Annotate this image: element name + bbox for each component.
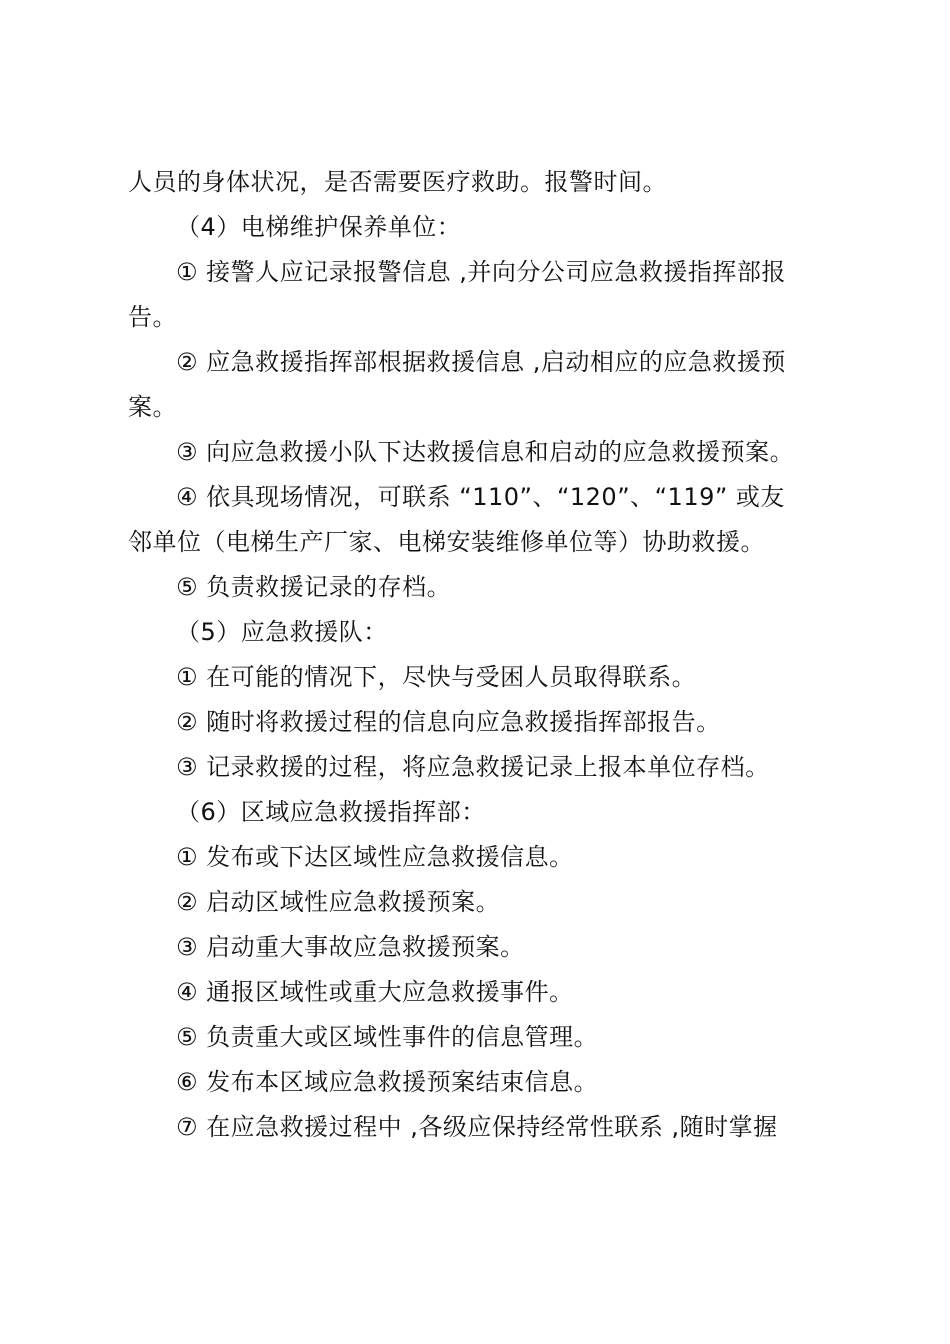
list-item: ③ 启动重大事故应急救援预案。 [176, 933, 525, 961]
text-line: 告。 [128, 303, 177, 331]
section-heading-5: （5）应急救援队： [176, 618, 388, 646]
list-item: ④ 通报区域性或重大应急救援事件。 [176, 978, 574, 1006]
list-item: ② 启动区域性应急救援预案。 [176, 888, 501, 916]
list-item: ③ 向应急救援小队下达救援信息和启动的应急救援预案。 [176, 438, 795, 466]
list-item: ② 随时将救援过程的信息向应急救援指挥部报告。 [176, 708, 721, 736]
section-heading-6: （6）区域应急救援指挥部： [176, 798, 486, 826]
text-line: 案。 [128, 393, 177, 421]
list-item: ⑦ 在应急救援过程中 ,各级应保持经常性联系 ,随时掌握 [176, 1113, 778, 1141]
text-line: 人员的身体状况，是否需要医疗救助。报警时间。 [128, 168, 667, 196]
section-heading-4: （4）电梯维护保养单位： [176, 213, 462, 241]
list-item: ① 发布或下达区域性应急救援信息。 [176, 843, 574, 871]
document-body [128, 160, 818, 1150]
list-item: ④ 依具现场情况，可联系 “110”、“120”、“119” 或友 [176, 483, 785, 511]
list-item: ③ 记录救援的过程，将应急救援记录上报本单位存档。 [176, 753, 770, 781]
list-item: ⑤ 负责救援记录的存档。 [176, 573, 452, 601]
list-item: ⑤ 负责重大或区域性事件的信息管理。 [176, 1023, 599, 1051]
list-item: ① 在可能的情况下，尽快与受困人员取得联系。 [176, 663, 697, 691]
list-item: ② 应急救援指挥部根据救援信息 ,启动相应的应急救援预 [176, 348, 786, 376]
text-line: 邻单位（电梯生产厂家、电梯安装维修单位等）协助救援。 [128, 528, 765, 556]
list-item: ⑥ 发布本区域应急救援预案结束信息。 [176, 1068, 599, 1096]
list-item: ① 接警人应记录报警信息 ,并向分公司应急救援指挥部报 [176, 258, 786, 286]
